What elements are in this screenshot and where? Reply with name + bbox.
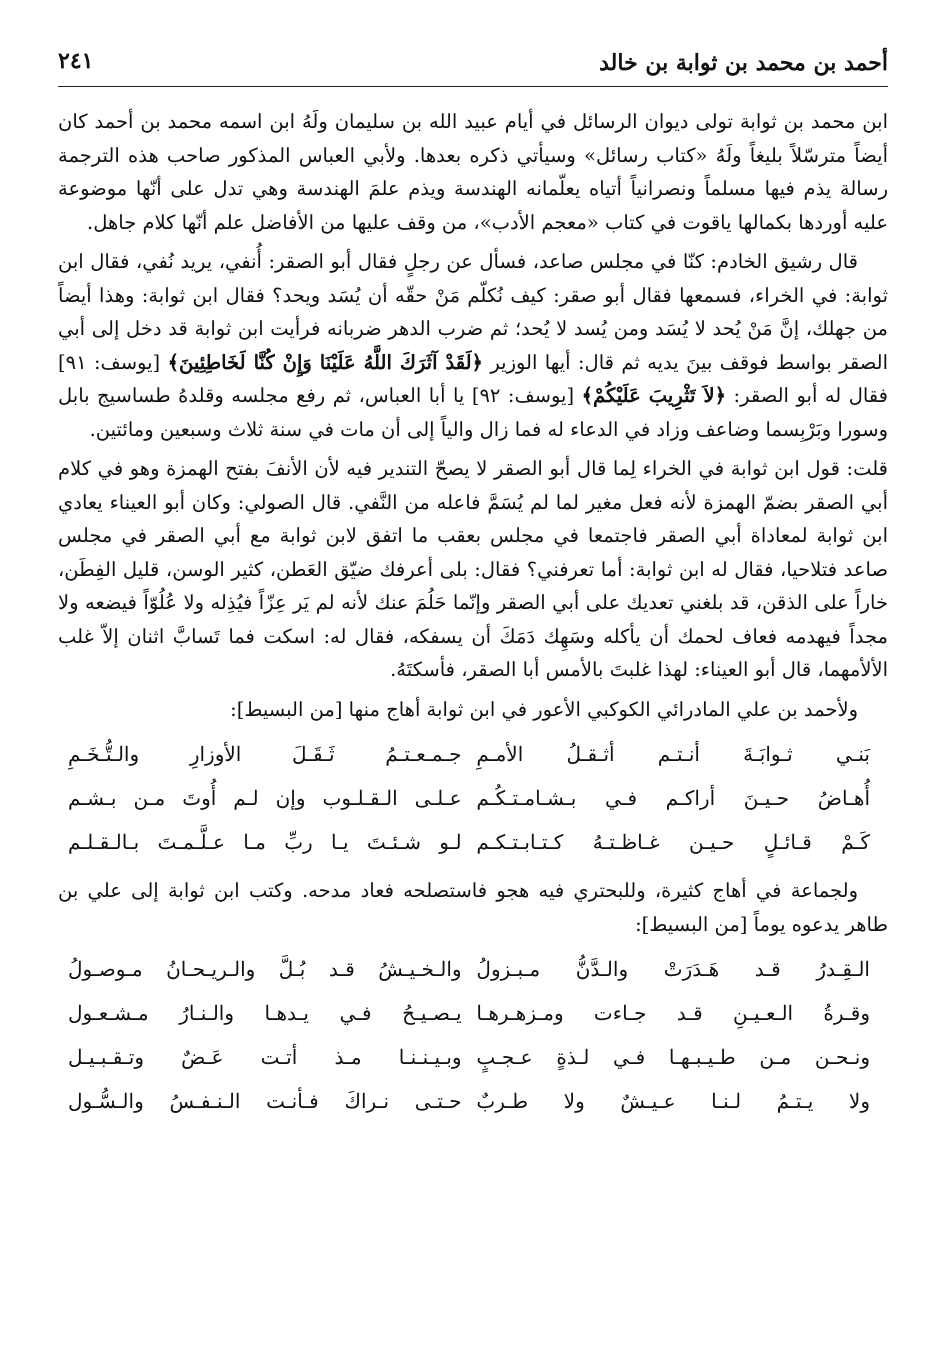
page-body: [58, 105, 888, 1123]
paragraph-3: قلت: قول ابن ثوابة في الخراء لِما قال أبو الصقر لا يصحّ التندير فيه لأن الأنفَ بفتح الهمزة وهو في كلام أبي الصقر بضمّ الهمزة لأنه فعل مغير لما لم يُسَمَّ فاعله من النَّفي. قال الصولي: وكان أبو العيناء يعادي ابن ثوابة لمعاداة أبي الصقر فاجتمعا في مجلس بعقب ما اتفق لابن ثوابة مع أبي الصقر في مجلس صاعد فتلاحيا، فقال له ابن ثوابة: أما تعرفني؟ فقال: بلى أعرفك ضيّق العَطن، كثير الوسن، قليل الفِطَن، خاراً على الذقن، قد بلغني تعديك على أبي الصقر وإنّما حَلُمَ عنك لأنه لم يَر عِزّاً فيُذِله ولا عُلُوّاً فيضعه ولا مجداً فيهدمه فعاف لحمك أن يأكله وسَهِك دَمَكَ أن يسفكه، فقال له: اسكت فما تَسابَّ اثنان إلاّ غلب الألأمهما، قال أبو العيناء: لهذا غلبتَ بالأمس أبا الصقر، فأسكتَهُ.: [58, 457, 888, 681]
poem-1-intro: ولأحمد بن علي المادرائي الكوكبي الأعور في ابن ثوابة أهاج منها [من البسيط]:: [230, 697, 858, 721]
verse-first-hemistich: وقـرةُ الـعـيـنِ قـد جـاءت ومـزهـرهـا: [476, 1001, 870, 1025]
verse-second-hemistich: جـمـعـتـمُ ثَـقَـلَ الأوزارِ والـتُّـخَـمِ: [68, 742, 462, 766]
quran-quote-2: ﴿لاَ تَثْرِيبَ عَلَيْكُمْ﴾: [581, 384, 727, 407]
verse-second-hemistich: حـتـى نـراكَ فـأنـت الـنـفـسُ والـسُّـول: [68, 1089, 462, 1113]
paragraph-1: ابن محمد بن ثوابة تولى ديوان الرسائل في أيام عبيد الله بن سليمان ولَهُ ابن اسمه محمد بن أحمد كان أيضاً مترسّلاً بليغاً ولَهُ «كتاب رسائل» وسيأتي ذكره بعدها. ولأبي العباس المذكور صاحب هذه الترجمة رسالة يذم فيها مسلماً ونصرانياً أتياه يعلّمانه الهندسة ويذم علمَ الهندسة وهي تدل على أنّها موضوعة عليه أوردها بكمالها ياقوت في كتاب «معجم الأدب»، من وقف عليها من الأفاضل علم أنّها كلام جاهل.: [58, 110, 889, 234]
poem-1: [58, 732, 888, 864]
verse-first-hemistich: ولا يـتـمُ لـنـا عـيـشٌ ولا طـربٌ: [476, 1089, 870, 1113]
verse-second-hemistich: يـصـيـحُ فـي يـدهـا والـنـارُ مـشـعـول: [68, 1001, 462, 1025]
verse: [58, 776, 888, 820]
verse-second-hemistich: والـخـيـشُ قـد بُـلَّ والـريـحـانُ مـوصـولُ: [68, 957, 462, 981]
verse-first-hemistich: أُهـاضُ حـيـنَ أراكـم فـي بـشـامـتـكُـم: [476, 786, 870, 810]
paragraph-2: [58, 245, 888, 446]
page-header: [58, 40, 888, 87]
verse-first-hemistich: بَنـي ثـوابَـةَ أنـتـم أثـقـلُ الأمـمِ: [476, 742, 870, 766]
page-number: ٢٤١: [58, 48, 94, 74]
paragraph-2-text-after: [يوسف: ٩٢] يا أبا العباس، ثم رفع مجلسه وقلدهُ طساسيج بابل وسورا وبَرْبِسما وضاعف وزاد في الدعاء له فما زال والياً إلى أن مات في سنة ثلاث وسبعين ومائتين.: [58, 384, 888, 441]
verse: [58, 1035, 888, 1079]
verse-second-hemistich: لـو شـئـتَ يـا ربِّ مـا عـلَّـمـتَ بـالـقـلـم: [68, 830, 462, 854]
quran-quote-1: ﴿لَقَدْ آثَرَكَ اللَّهُ عَلَيْنَا وَإِنْ كُنَّا لَخَاطِئِينَ﴾: [167, 350, 483, 374]
verse-second-hemistich: عـلـى الـقـلـوب وإن لـم أُوتَ مـن بـشـم: [68, 786, 462, 810]
verse-first-hemistich: ونـحـن مـن طـيـبـهـا فـي لـذةٍ عـجـبٍ: [476, 1045, 870, 1069]
paragraph-after-poem-1: ولجماعة في أهاج كثيرة، وللبحتري فيه هجو فاستصلحه فعاد مدحه. وكتب ابن ثوابة إلى علي بن طاهر يدعوه يوماً [من البسيط]:: [58, 879, 888, 936]
verse-second-hemistich: وبـيـنـنـا مـذ أتـت عَـضٌ وتـقـبـيـل: [68, 1045, 462, 1069]
verse: [58, 991, 888, 1035]
book-page: [58, 40, 888, 1133]
running-title: أحمد بن محمد بن ثوابة بن خالد: [599, 50, 888, 76]
paragraph-2-text-middle: [يوسف: ٩١] فقال له أبو الصقر:: [58, 350, 888, 407]
poem-2: [58, 947, 888, 1123]
verse-first-hemistich: كَـمْ قـائـلٍ حـيـن غـاظـتـهُ كـتـابـتـكـم: [476, 830, 870, 854]
verse: [58, 1079, 888, 1123]
verse: [58, 820, 888, 864]
verse: [58, 732, 888, 776]
verse: [58, 947, 888, 991]
paragraph-2-text-before: قال رشيق الخادم: كنّا في مجلس صاعد، فسأل عن رجلٍ فقال أبو الصقر: أُنفي، يريد نُفي، فقال ابن ثوابة: في الخراء، فسمعها فقال أبو صقر: كيف نُكلّم مَنْ حقّه أن يُسَد ويحد؟ فقال ابن ثوابة: وهذا أيضاً من جهلك، إنَّ مَنْ يُحد لا يُسَد ومن يُسد لا يُحد؛ ثم ضرب الدهر ضربانه فرأيت ابن ثوابة قد دخل إلى أبي الصقر بواسط فوقف بينَ يديه ثم قال: أيها الوزير: [58, 250, 889, 374]
verse-first-hemistich: الـقِـدرُ قـد هَـدَرَتْ والـدَّنُّ مـبـزولُ: [476, 957, 870, 981]
